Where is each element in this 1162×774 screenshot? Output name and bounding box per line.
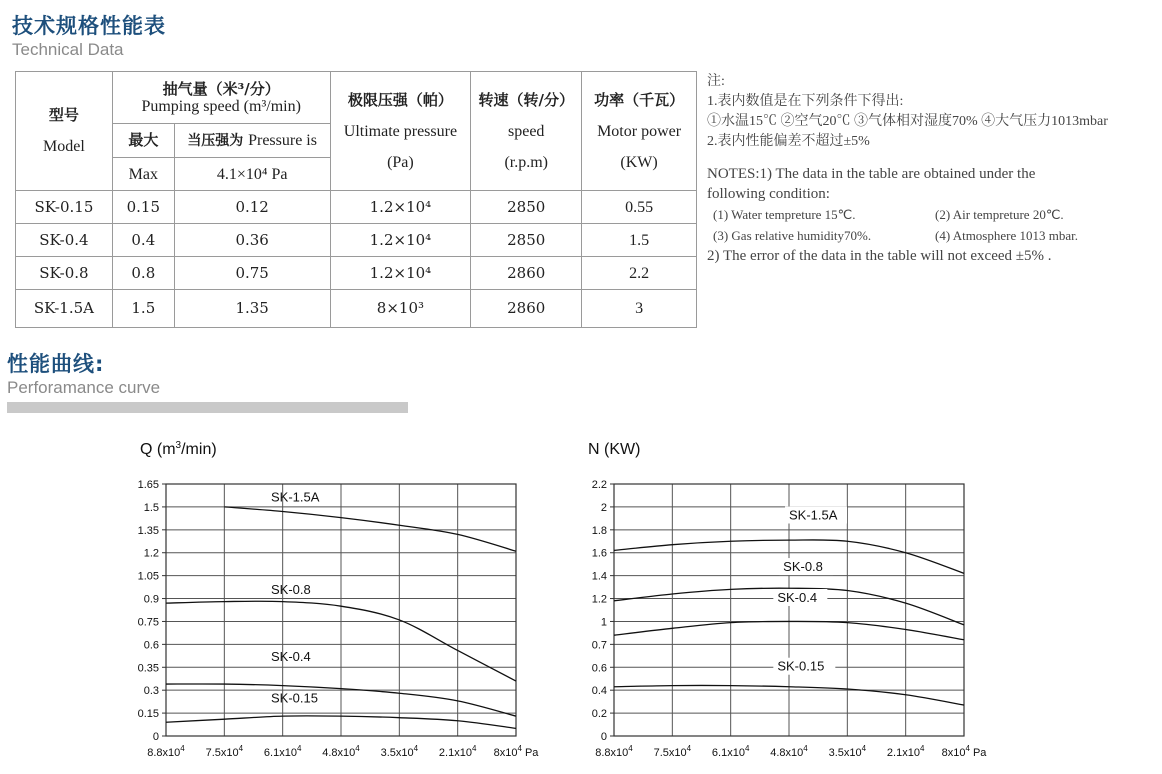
- y-tick-label: 1: [600, 616, 607, 629]
- n-power-chart: [580, 430, 1162, 774]
- max-header-cn: 最大: [112, 124, 174, 158]
- motor-power-header-en: Motor power: [597, 122, 682, 140]
- notes-label: 注:: [707, 74, 725, 89]
- max-header-en: Max: [112, 158, 174, 191]
- cell-at: 0.36: [174, 224, 330, 257]
- pressure-is-header-cn: 当压强为: [187, 132, 244, 149]
- y-tick-label: 0.15: [137, 708, 159, 721]
- y-tick-label: 1.4: [591, 570, 607, 583]
- table-row: [16, 290, 697, 328]
- y-tick-label: 0.4: [591, 685, 607, 698]
- y-tick-label: 1.05: [137, 570, 159, 583]
- y-tick-label: 1.2: [591, 593, 607, 606]
- y-tick-label: 0: [152, 731, 159, 743]
- cell-model: SK-0.15: [16, 191, 113, 224]
- notes-line-2: ①水温15℃ ②空气20℃ ③气体相对湿度70% ④大气压力1013mbar: [707, 114, 1108, 129]
- model-header: [16, 72, 113, 191]
- pumping-speed-header-en: Pumping speed (m³/min): [141, 97, 301, 115]
- x-tick-label: $2.1x10^4$: [438, 744, 477, 759]
- chart-title: Q $(m^3/\min)$: [140, 440, 217, 458]
- series-label: SK-1.5A: [271, 489, 320, 505]
- x-tick-label: $2.1x10^4$: [886, 744, 925, 759]
- table-row: [16, 224, 697, 257]
- model-header-en: Model: [43, 138, 85, 155]
- cell-rpm: 2860: [471, 290, 582, 328]
- spec-table: [15, 71, 697, 328]
- cell-at: 1.35: [174, 290, 330, 328]
- speed-header: [471, 72, 582, 191]
- y-tick-label: 1.35: [137, 524, 159, 537]
- y-tick-label: 1.5: [143, 501, 159, 514]
- notes-line-3: 2.表内性能偏差不超过±5%: [707, 134, 870, 149]
- notes-block: [707, 72, 1157, 266]
- curve-title-cn: 性能曲线:: [7, 352, 105, 376]
- y-tick-label: 0.7: [591, 639, 607, 652]
- cell-power: 0.55: [582, 191, 697, 224]
- speed-header-cn: 转速（转/分）: [478, 90, 574, 109]
- y-tick-label: 0.6: [591, 662, 607, 675]
- condition-3: (3) Gas relative humidity70%.: [713, 228, 872, 243]
- chart-title: N (KW): [588, 441, 641, 458]
- ultimate-pressure-header: [330, 72, 471, 191]
- cell-max: 0.4: [112, 224, 174, 257]
- x-tick-label: $8.8x10^4$: [147, 744, 185, 759]
- page-title-cn: 技术规格性能表: [12, 14, 166, 38]
- table-row: [16, 191, 697, 224]
- motor-power-header: [582, 72, 697, 191]
- series-label: SK-0.15: [271, 690, 318, 706]
- pressure-is-header: [174, 124, 330, 158]
- pressure-value-header: 4.1×10⁴ Pa: [174, 158, 330, 191]
- condition-2: (2) Air tempreture 20℃.: [935, 207, 1064, 222]
- cell-model: SK-0.8: [16, 257, 113, 290]
- cell-ultimate: 1.2×10⁴: [330, 191, 471, 224]
- x-tick-label: $3.5x10^4$: [828, 744, 867, 759]
- x-tick-label: $8.8x10^4$: [595, 744, 633, 759]
- y-tick-label: 2: [600, 501, 607, 514]
- y-tick-label: 1.65: [137, 479, 159, 491]
- notes-en-2: following condition:: [707, 186, 830, 202]
- q-flow-chart: [0, 430, 580, 774]
- y-tick-label: 0.2: [591, 708, 607, 721]
- cell-max: 0.15: [112, 191, 174, 224]
- cell-power: 2.2: [582, 257, 697, 290]
- series-label: SK-1.5A: [789, 507, 838, 523]
- x-tick-label: $8x10^4$ Pa: [493, 744, 539, 759]
- motor-power-header-cn: 功率（千瓦）: [594, 90, 685, 109]
- speed-unit: (r.p.m): [504, 153, 548, 171]
- cell-ultimate: 8×10³: [330, 290, 471, 328]
- x-tick-label: $3.5x10^4$: [380, 744, 419, 759]
- notes-line-1: 1.表内数值是在下列条件下得出:: [707, 94, 904, 109]
- series-label: SK-0.4: [777, 589, 818, 605]
- condition-4: (4) Atmosphere 1013 mbar.: [935, 228, 1078, 243]
- y-tick-label: 1.6: [591, 547, 607, 560]
- section-divider-bar: [7, 402, 408, 413]
- cell-max: 0.8: [112, 257, 174, 290]
- notes-en-3: 2) The error of the data in the table will not exceed ±5% .: [707, 248, 1052, 264]
- y-tick-label: 1.8: [591, 524, 607, 537]
- y-tick-label: 2.2: [591, 479, 607, 491]
- y-tick-label: 0.9: [143, 593, 159, 606]
- cell-ultimate: 1.2×10⁴: [330, 257, 471, 290]
- model-header-cn: 型号: [48, 106, 79, 124]
- cell-model: SK-1.5A: [16, 290, 113, 328]
- x-tick-label: $4.8x10^4$: [770, 744, 808, 759]
- series-label: SK-0.8: [783, 559, 823, 575]
- condition-1: (1) Water tempreture 15℃.: [713, 207, 856, 222]
- x-tick-label: $6.1x10^4$: [711, 744, 750, 759]
- speed-header-en: speed: [508, 122, 545, 140]
- page-title-en: Technical Data: [12, 40, 124, 59]
- y-tick-label: 0: [600, 731, 607, 743]
- y-tick-label: 1.2: [143, 547, 159, 560]
- ultimate-pressure-header-cn: 极限压强（帕）: [347, 90, 453, 109]
- x-tick-label: $7.5x10^4$: [653, 744, 692, 759]
- cell-max: 1.5: [112, 290, 174, 328]
- x-tick-label: $4.8x10^4$: [322, 744, 360, 759]
- pressure-is-header-en: Pressure is: [248, 131, 317, 149]
- cell-power: 1.5: [582, 224, 697, 257]
- cell-rpm: 2860: [471, 257, 582, 290]
- curve-title-en: Perforamance curve: [7, 378, 161, 397]
- motor-power-unit: (KW): [620, 153, 658, 171]
- x-tick-label: $8x10^4$ Pa: [941, 744, 987, 759]
- series-label: SK-0.15: [777, 658, 825, 674]
- cell-rpm: 2850: [471, 224, 582, 257]
- y-tick-label: 0.75: [137, 616, 159, 629]
- notes-en-1: NOTES:1) The data in the table are obtained under the: [707, 166, 1036, 182]
- y-tick-label: 0.35: [137, 662, 159, 675]
- cell-model: SK-0.4: [16, 224, 113, 257]
- series-line-sk-15a: [224, 507, 516, 551]
- cell-ultimate: 1.2×10⁴: [330, 224, 471, 257]
- cell-at: 0.75: [174, 257, 330, 290]
- table-row: [16, 257, 697, 290]
- cell-power: 3: [582, 290, 697, 328]
- y-tick-label: 0.6: [143, 639, 159, 652]
- x-tick-label: $7.5x10^4$: [205, 744, 244, 759]
- cell-at: 0.12: [174, 191, 330, 224]
- y-tick-label: 0.3: [143, 685, 159, 698]
- pumping-speed-header: [112, 72, 330, 124]
- x-tick-label: $6.1x10^4$: [263, 744, 302, 759]
- cell-rpm: 2850: [471, 191, 582, 224]
- series-label: SK-0.8: [271, 581, 311, 597]
- series-label: SK-0.4: [271, 649, 311, 665]
- ultimate-pressure-header-en: Ultimate pressure: [343, 122, 458, 140]
- ultimate-pressure-unit: (Pa): [387, 153, 414, 171]
- pumping-speed-header-cn: 抽气量（米³/分）: [162, 79, 280, 98]
